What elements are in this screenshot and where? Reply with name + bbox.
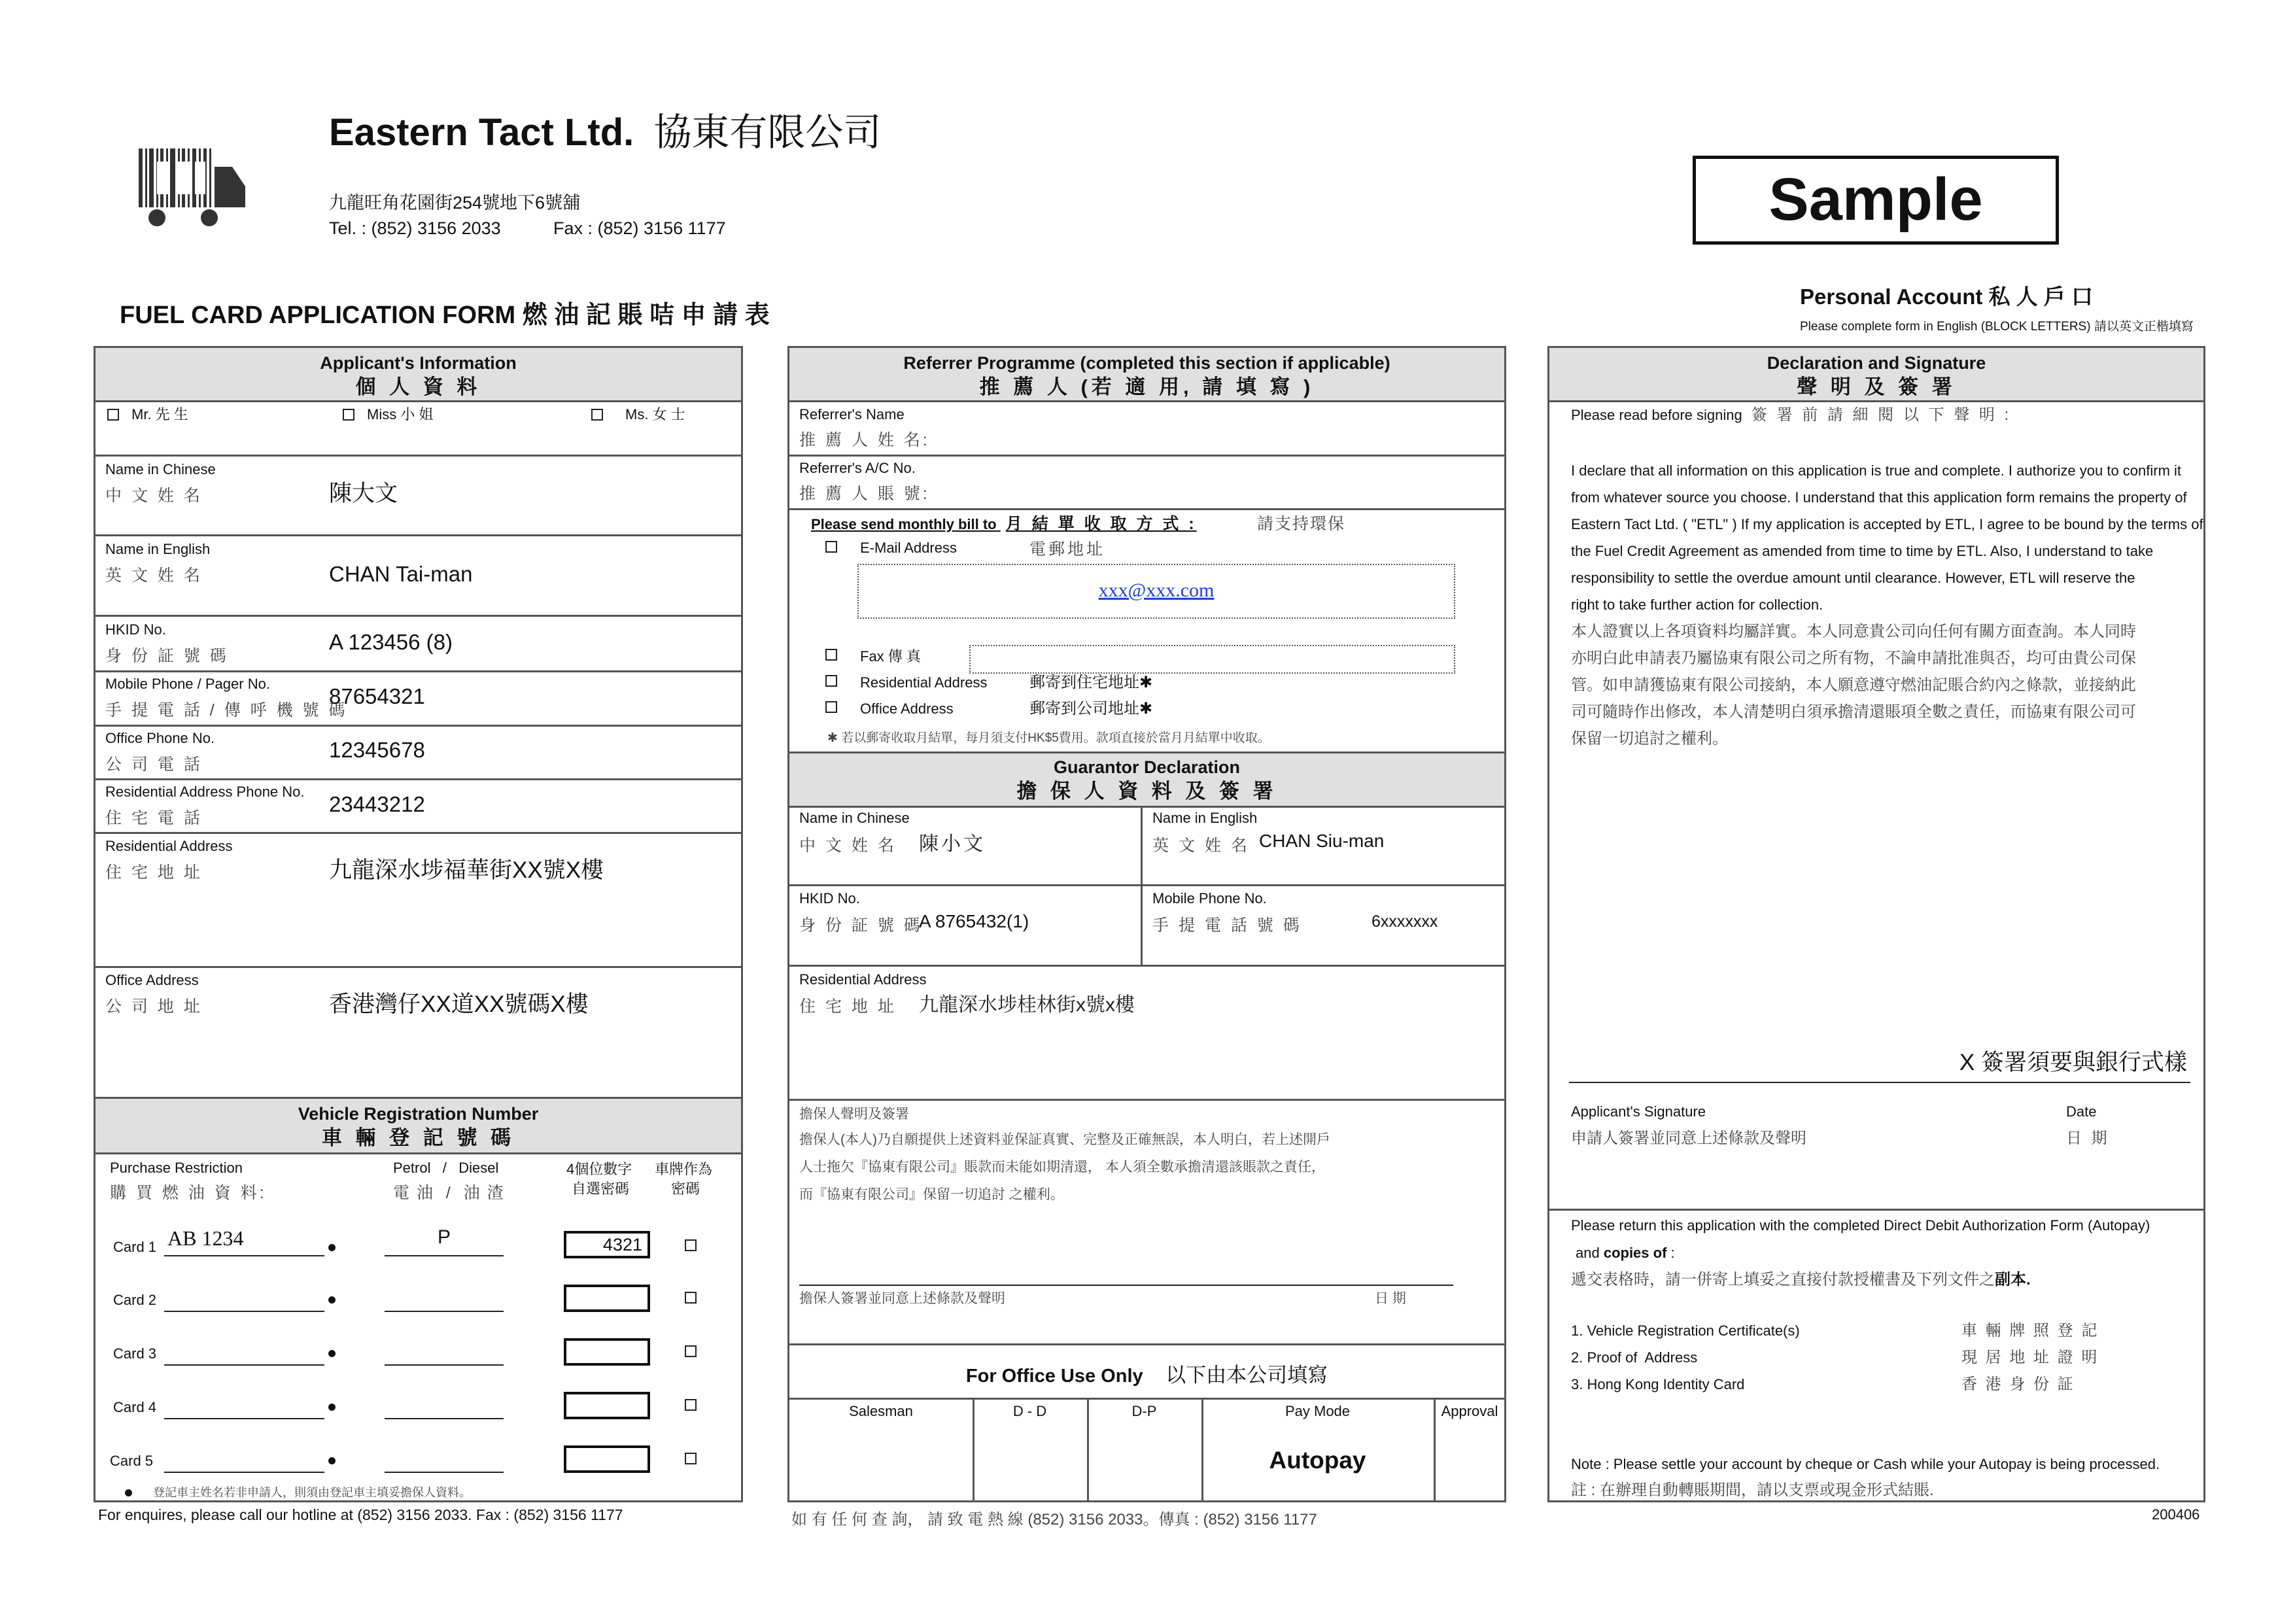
col-dd: D - D — [1012, 1403, 1047, 1419]
company-address: 九龍旺角花園街254號地下6號舖 — [329, 193, 581, 213]
name-en-value[interactable]: CHAN Tai-man — [329, 562, 473, 586]
email-checkbox[interactable] — [825, 541, 837, 553]
company-fax: Fax : (852) 3156 1177 — [553, 218, 726, 238]
plate-label-zh: 密碼 — [671, 1181, 700, 1197]
middle-panel — [787, 346, 1506, 1502]
return-line-1: Please return this application with the completed Direct Debit Authorization Form (Autopay) — [1571, 1217, 2150, 1234]
card-3-plate-checkbox[interactable] — [685, 1345, 697, 1357]
sample-label: Sample — [1769, 166, 1983, 233]
guarantor-hkid-label-zh: 身 份 証 號 碼 — [799, 916, 923, 935]
decl-zh-5: 保留一切追討之權利。 — [1571, 730, 1728, 748]
card-2-reg[interactable] — [164, 1282, 324, 1312]
sig-label-en: Applicant's Signature — [1571, 1103, 1706, 1120]
guarantor-name-zh-label-en: Name in Chinese — [799, 810, 910, 826]
card-1-label: Card 1 — [113, 1239, 157, 1255]
bill-label-en: Please send monthly bill to — [811, 516, 997, 532]
col-dp: D-P — [1131, 1403, 1157, 1419]
guarantor-date-label: 日 期 — [1375, 1291, 1406, 1306]
bill-label-zh: 月 結 單 收 取 方 式 : — [1005, 515, 1197, 533]
vehicle-header — [95, 1099, 741, 1154]
company-tel: Tel. : (852) 3156 2033 — [329, 218, 501, 238]
name-zh-label-en: Name in Chinese — [105, 461, 216, 477]
purchase-label-zh: 購 買 燃 油 資 料: — [110, 1184, 267, 1202]
doc-1-en: 1. Vehicle Registration Certificate(s) — [1571, 1322, 1800, 1339]
res-phone-label-en: Residential Address Phone No. — [105, 784, 305, 800]
referrer-ac-label-zh: 推 薦 人 賬 號: — [799, 485, 930, 503]
postal-fee-note: ✱ 若以郵寄收取月結單，每月須支付HK$5費用。款項直接於當月月結單中收取。 — [827, 731, 1270, 745]
guarantor-hkid-value[interactable]: A 8765432(1) — [919, 911, 1029, 931]
card-1-bullet — [328, 1244, 336, 1251]
card-4-plate-checkbox[interactable] — [685, 1399, 697, 1411]
office-addr-value[interactable]: 香港灣仔XX道XX號碼X樓 — [329, 992, 589, 1017]
card-3-fuel[interactable] — [385, 1336, 504, 1366]
res-phone-label-zh: 住 宅 電 話 — [105, 809, 203, 827]
guarantor-mobile-value[interactable]: 6xxxxxxx — [1372, 912, 1438, 931]
guarantor-mobile-label-en: Mobile Phone No. — [1152, 890, 1267, 907]
declaration-header-zh: 聲 明 及 簽 署 — [1797, 375, 1956, 398]
guarantor-name-zh-value[interactable]: 陳小文 — [919, 833, 986, 855]
company-name-zh: 協東有限公司 — [653, 111, 882, 154]
vehicle-panel — [94, 1097, 743, 1502]
name-en-label-zh: 英 文 姓 名 — [105, 566, 203, 585]
card-3-bullet — [328, 1350, 336, 1357]
date-label-en: Date — [2066, 1103, 2097, 1120]
office-bill-checkbox[interactable] — [825, 701, 837, 713]
office-addr-label-en: Office Address — [105, 972, 199, 988]
card-5-reg[interactable] — [164, 1443, 324, 1473]
guarantor-decl-title: 擔保人聲明及簽署 — [799, 1107, 909, 1122]
guarantor-sign-label: 擔保人簽署並同意上述條款及聲明 — [799, 1291, 1005, 1306]
card-3-label: Card 3 — [113, 1345, 157, 1362]
bill-label — [811, 515, 1197, 534]
decl-en-6: right to take further action for collection. — [1571, 596, 1823, 613]
mobile-label-zh: 手 提 電 話 / 傳 呼 機 號 碼 — [105, 701, 348, 719]
res-phone-value[interactable]: 23443212 — [329, 792, 425, 816]
footer-enquiry-en: For enquires, please call our hotline at (852) 3156 2033. Fax : (852) 3156 1177 — [98, 1506, 623, 1523]
card-1-pin[interactable]: 4321 — [564, 1231, 650, 1258]
card-1-fuel-value: P — [437, 1226, 451, 1248]
guarantor-mobile-label-zh: 手 提 電 話 號 碼 — [1152, 916, 1302, 935]
col-salesman: Salesman — [849, 1403, 913, 1419]
office-use-title — [789, 1358, 1504, 1388]
applicant-header-en: Applicant's Information — [320, 353, 517, 373]
office-phone-value[interactable]: 12345678 — [329, 738, 425, 762]
return-zh: 遞交表格時，請一併寄上填妥之直接付款授權書及下列文件之 — [1571, 1271, 1995, 1288]
fax-input[interactable] — [969, 645, 1455, 674]
card-5-bullet — [328, 1457, 336, 1464]
guarantor-addr-label-zh: 住 宅 地 址 — [799, 997, 897, 1016]
office-use-title-en: For Office Use Only — [965, 1366, 1143, 1387]
footer-enquiry-zh: 如 有 任 何 查 詢， 請 致 電 熱 線 (852) 3156 2033。傳真 : (852) 3156 1177 — [791, 1511, 1317, 1529]
plate-label-en: 車牌作為 — [655, 1161, 713, 1177]
footnote-bullet — [125, 1489, 132, 1496]
guarantor-decl-line-1: 擔保人(本人)乃自願提供上述資料並保証真實、完整及正確無誤，本人明白，若上述開戶 — [799, 1132, 1330, 1147]
form-code: 200406 — [2152, 1506, 2200, 1523]
account-note: Please complete form in English (BLOCK LETTERS) 請以英文正楷填寫 — [1800, 320, 2194, 334]
return-zh-copies: 副本. — [1995, 1271, 2031, 1288]
guarantor-addr-label-en: Residential Address — [799, 971, 927, 988]
hkid-label-en: HKID No. — [105, 621, 166, 638]
decl-en-3: Eastern Tact Ltd. ( "ETL" ) If my application is accepted by ETL, I agree to be bound by the terms of — [1571, 516, 2203, 532]
miss-checkbox[interactable] — [343, 409, 354, 421]
company-name — [329, 101, 881, 156]
miss-label: Miss 小 姐 — [367, 406, 434, 423]
doc-2-en: 2. Proof of Address — [1571, 1349, 1698, 1366]
referrer-header-zh: 推 薦 人 (若 適 用, 請 填 寫 ) — [979, 375, 1315, 398]
sample-stamp — [1693, 156, 2059, 245]
res-bill-label-en: Residential Address — [860, 674, 988, 691]
form-title: FUEL CARD APPLICATION FORM 燃 油 記 賬 咭 申 請 表 — [120, 302, 770, 329]
office-phone-label-en: Office Phone No. — [105, 730, 215, 746]
pin-label-en: 4個位數字 — [566, 1161, 632, 1177]
guarantor-header-zh: 擔 保 人 資 料 及 簽 署 — [1016, 780, 1277, 803]
referrer-ac-label-en: Referrer's A/C No. — [799, 460, 916, 476]
guarantor-signature-line[interactable] — [799, 1283, 1453, 1286]
eco-note: 請支持環保 — [1257, 515, 1346, 533]
office-use-title-zh: 以下由本公司填寫 — [1165, 1364, 1328, 1387]
decl-zh-4: 司可隨時作出修改，本人清楚明白須承擔清還賬項全數之責任，而協東有限公司可 — [1571, 703, 2136, 721]
company-logo — [137, 147, 249, 229]
hkid-value[interactable]: A 123456 (8) — [329, 630, 453, 654]
guarantor-name-en-value[interactable]: CHAN Siu-man — [1259, 831, 1385, 851]
applicant-header-zh: 個 人 資 料 — [355, 375, 481, 398]
ms-label: Ms. 女 士 — [625, 406, 685, 423]
card-4-fuel[interactable] — [385, 1389, 504, 1419]
declaration-header — [1549, 348, 2203, 402]
decl-zh-3: 管。如申請獲協東有限公司接納，本人願意遵守燃油記賬合約內之條款，並接納此 — [1571, 676, 2136, 694]
card-1-reg-value: AB 1234 — [167, 1226, 244, 1250]
truck-logo-icon — [137, 147, 249, 229]
guarantor-name-zh-label-zh: 中 文 姓 名 — [799, 837, 897, 855]
note-zh: 註 : 在辦理自動轉賬期間，請以支票或現金形式結賬. — [1571, 1481, 1934, 1499]
vehicle-footnote: 登記車主姓名若非申請人，則須由登記車主填妥擔保人資料。 — [153, 1486, 471, 1499]
company-name-en: Eastern Tact Ltd. — [329, 111, 634, 154]
res-bill-checkbox[interactable] — [825, 675, 837, 687]
card-1-plate-checkbox[interactable] — [685, 1239, 697, 1251]
guarantor-decl-line-3: 而『協東有限公司』保留一切追討 之權利。 — [799, 1187, 1064, 1202]
date-label-zh: 日 期 — [2066, 1130, 2110, 1147]
doc-2-zh: 現 居 地 址 證 明 — [1961, 1349, 2099, 1366]
office-bill-label-en: Office Address — [860, 700, 954, 717]
name-zh-value[interactable]: 陳大文 — [329, 481, 398, 506]
doc-3-en: 3. Hong Kong Identity Card — [1571, 1376, 1745, 1392]
res-addr-label-zh: 住 宅 地 址 — [105, 863, 203, 882]
account-type: Personal Account 私 人 戶 口 — [1800, 285, 2094, 309]
card-2-label: Card 2 — [113, 1292, 157, 1308]
card-4-bullet — [328, 1404, 336, 1411]
read-label-en: Please read before signing — [1571, 407, 1742, 423]
mr-label: Mr. 先 生 — [131, 406, 188, 423]
vehicle-header-en: Vehicle Registration Number — [298, 1104, 539, 1124]
card-4-reg[interactable] — [164, 1389, 324, 1419]
name-zh-label-zh: 中 文 姓 名 — [105, 487, 203, 505]
guarantor-name-en-label-zh: 英 文 姓 名 — [1152, 837, 1250, 855]
fax-checkbox[interactable] — [825, 649, 837, 661]
decl-en-4: the Fuel Credit Agreement as amended from time to time by ETL. Also, I understand to take — [1571, 543, 2154, 559]
pin-label-zh: 自選密碼 — [572, 1181, 630, 1197]
return-and: and — [1576, 1245, 1604, 1261]
res-addr-label-en: Residential Address — [105, 838, 233, 854]
decl-en-2: from whatever source you choose. I understand that this application form remains the property of — [1571, 489, 2187, 506]
guarantor-hkid-label-en: HKID No. — [799, 890, 860, 907]
mobile-value[interactable]: 87654321 — [329, 684, 425, 708]
sign-note: X 簽署須要與銀行式樣 — [1959, 1050, 2187, 1075]
return-colon: : — [1666, 1245, 1675, 1261]
email-value: xxx@xxx.com — [1098, 579, 1215, 601]
applicant-signature-line[interactable] — [1569, 1080, 2190, 1083]
guarantor-addr-value[interactable]: 九龍深水埗桂林街x號x樓 — [919, 994, 1135, 1016]
decl-zh-2: 亦明白此申請表乃屬協東有限公司之所有物，不論申請批准與否，均可由貴公司保 — [1571, 649, 2136, 667]
name-en-label-en: Name in English — [105, 541, 211, 557]
guarantor-decl-line-2: 人士拖欠『協東有限公司』賬款而未能如期清還， 本人須全數承擔清還該賬款之責任， — [799, 1160, 1325, 1175]
doc-3-zh: 香 港 身 份 証 — [1961, 1375, 2075, 1393]
card-5-pin[interactable] — [564, 1445, 650, 1473]
card-5-label: Card 5 — [110, 1453, 154, 1469]
card-2-bullet — [328, 1296, 336, 1304]
res-addr-value[interactable]: 九龍深水埗福華街XX號X樓 — [329, 857, 604, 883]
email-input[interactable] — [857, 564, 1455, 619]
declaration-panel — [1547, 346, 2205, 1502]
sig-label-zh: 申請人簽署並同意上述條款及聲明 — [1571, 1130, 1806, 1147]
decl-en-1: I declare that all information on this application is true and complete. I authorize you to confirm it — [1571, 462, 2182, 479]
referrer-header — [789, 348, 1504, 402]
office-phone-label-zh: 公 司 電 話 — [105, 755, 203, 774]
email-label-en: E-Mail Address — [860, 540, 957, 556]
pay-mode-value: Autopay — [1269, 1447, 1366, 1474]
card-5-fuel[interactable] — [385, 1443, 504, 1473]
card-4-pin[interactable] — [564, 1392, 650, 1419]
return-line-3 — [1571, 1271, 2031, 1289]
card-3-pin[interactable] — [564, 1338, 650, 1366]
declaration-header-en: Declaration and Signature — [1767, 353, 1986, 373]
referrer-header-en: Referrer Programme (completed this section if applicable) — [903, 353, 1390, 373]
vehicle-header-zh: 車 輛 登 記 號 碼 — [321, 1126, 515, 1149]
res-bill-label-zh: 郵寄到住宅地址✱ — [1029, 674, 1153, 691]
card-3-reg[interactable] — [164, 1336, 324, 1366]
fuel-label-en: Petrol / Diesel — [393, 1160, 499, 1176]
note-en: Note : Please settle your account by cheque or Cash while your Autopay is being processed. — [1571, 1456, 2160, 1472]
mr-checkbox[interactable] — [107, 409, 119, 421]
referrer-name-label-en: Referrer's Name — [799, 406, 905, 423]
card-2-fuel[interactable] — [385, 1282, 504, 1312]
return-copies-of: copies of — [1603, 1245, 1667, 1261]
referrer-name-label-zh: 推 薦 人 姓 名: — [799, 431, 930, 449]
read-label-zh: 簽 署 前 請 細 閱 以 下 聲 明 : — [1751, 406, 2012, 424]
ms-checkbox[interactable] — [591, 409, 603, 421]
decl-zh-1: 本人證實以上各項資料均屬詳實。本人同意貴公司向任何有關方面查詢。本人同時 — [1571, 623, 2136, 640]
card-1-reg[interactable] — [164, 1226, 324, 1256]
card-4-label: Card 4 — [113, 1399, 157, 1415]
purchase-label-en: Purchase Restriction — [110, 1160, 243, 1176]
card-1-fuel[interactable] — [385, 1226, 504, 1256]
col-approval: Approval — [1441, 1403, 1498, 1419]
guarantor-name-en-label-en: Name in English — [1152, 810, 1258, 826]
fuel-label-zh: 電 油 / 油 渣 — [393, 1184, 505, 1202]
card-2-plate-checkbox[interactable] — [685, 1292, 697, 1304]
email-label-zh: 電郵地址 — [1029, 540, 1106, 559]
guarantor-header — [789, 752, 1504, 808]
decl-en-5: responsibility to settle the overdue amount until clearance. However, ETL will reserve the — [1571, 570, 2135, 586]
card-5-plate-checkbox[interactable] — [685, 1453, 697, 1464]
card-2-pin[interactable] — [564, 1285, 650, 1312]
office-bill-label-zh: 郵寄到公司地址✱ — [1029, 700, 1153, 717]
applicant-header — [95, 348, 741, 402]
hkid-label-zh: 身 份 証 號 碼 — [105, 647, 229, 665]
office-addr-label-zh: 公 司 地 址 — [105, 997, 203, 1016]
mobile-label-en: Mobile Phone / Pager No. — [105, 676, 270, 692]
fax-label: Fax 傳 真 — [860, 648, 921, 665]
applicant-panel — [94, 346, 743, 1099]
guarantor-header-en: Guarantor Declaration — [1053, 757, 1241, 777]
read-label — [1571, 406, 2011, 424]
doc-1-zh: 車 輛 牌 照 登 記 — [1961, 1322, 2099, 1339]
return-line-2 — [1576, 1244, 1675, 1262]
col-pay-mode: Pay Mode — [1285, 1403, 1351, 1419]
